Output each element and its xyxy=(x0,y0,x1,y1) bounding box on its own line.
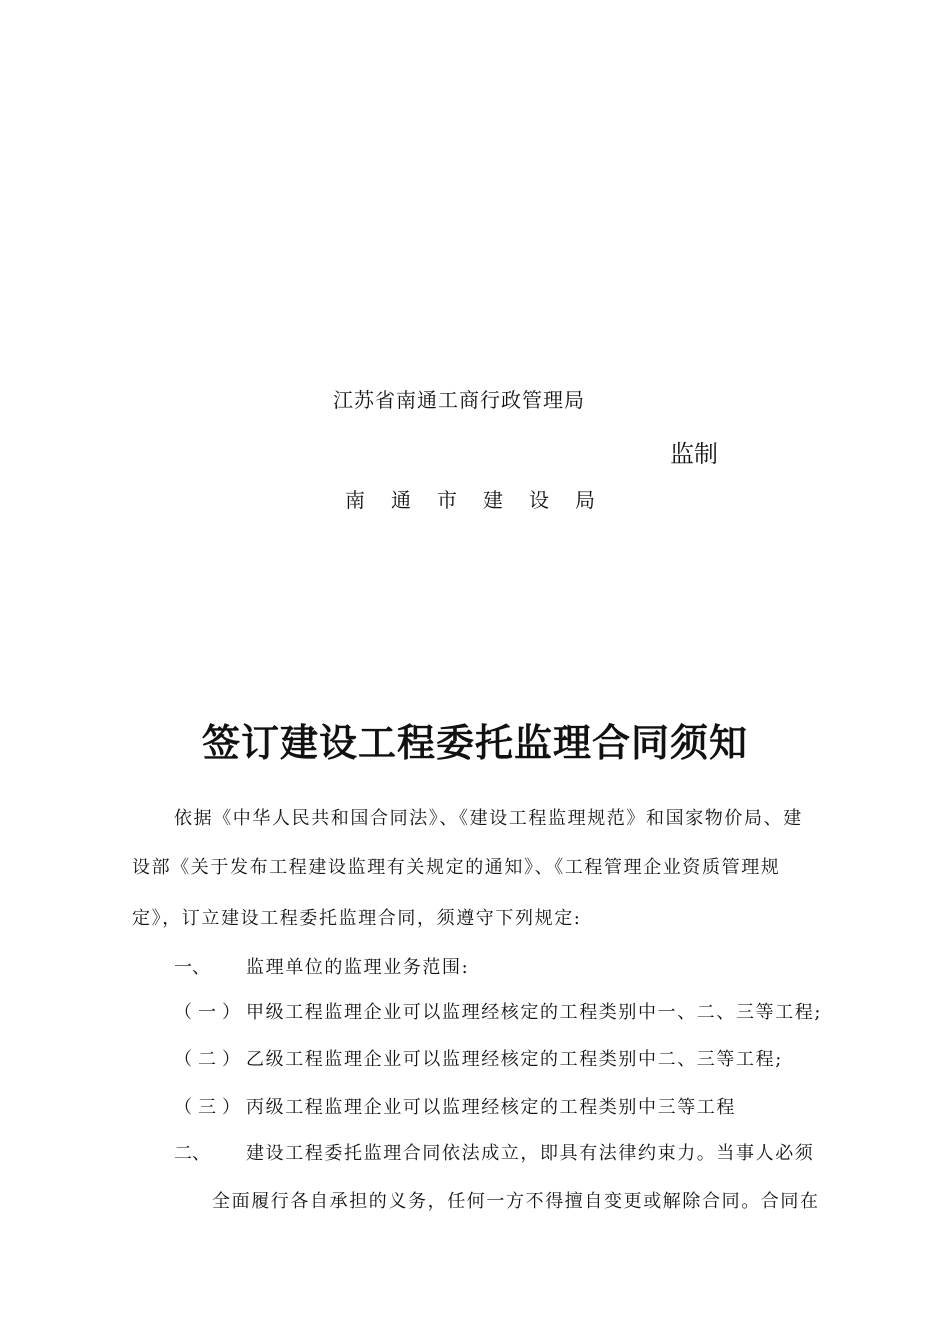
item-1-number: （一） xyxy=(174,1002,246,1023)
item-3-number: （三） xyxy=(174,1097,246,1118)
issuer-name: 江苏省南通工商行政管理局 xyxy=(333,388,585,412)
item-2-text: 乙级工程监理企业可以监理经核定的工程类别中二、三等工程; xyxy=(246,1049,783,1070)
intro-line-1: 依据《中华人民共和国合同法》、《建设工程监理规范》和国家物价局、建 xyxy=(174,808,803,829)
supervise-label: 监制 xyxy=(670,440,718,468)
bureau-name: 南通市建设局 xyxy=(345,488,621,512)
document-title: 签订建设工程委托监理合同须知 xyxy=(201,720,748,765)
section-2-continuation: 全面履行各自承担的义务，任何一方不得擅自变更或解除合同。合同在 xyxy=(212,1191,820,1212)
item-1-text: 甲级工程监理企业可以监理经核定的工程类别中一、二、三等工程; xyxy=(246,1002,823,1023)
section-2-text: 建设工程委托监理合同依法成立，即具有法律约束力。当事人必须 xyxy=(246,1143,815,1164)
section-1-number: 一、 xyxy=(174,957,210,978)
intro-line-2: 设部《关于发布工程建设监理有关规定的通知》、《工程管理企业资质管理规 xyxy=(132,857,781,878)
section-1-text: 监理单位的监理业务范围: xyxy=(246,957,470,978)
section-2-number: 二、 xyxy=(174,1143,210,1164)
intro-line-3: 定》，订立建设工程委托监理合同，须遵守下列规定: xyxy=(132,908,582,929)
item-3-text: 丙级工程监理企业可以监理经核定的工程类别中三等工程 xyxy=(246,1097,736,1118)
item-2-number: （二） xyxy=(174,1049,246,1070)
